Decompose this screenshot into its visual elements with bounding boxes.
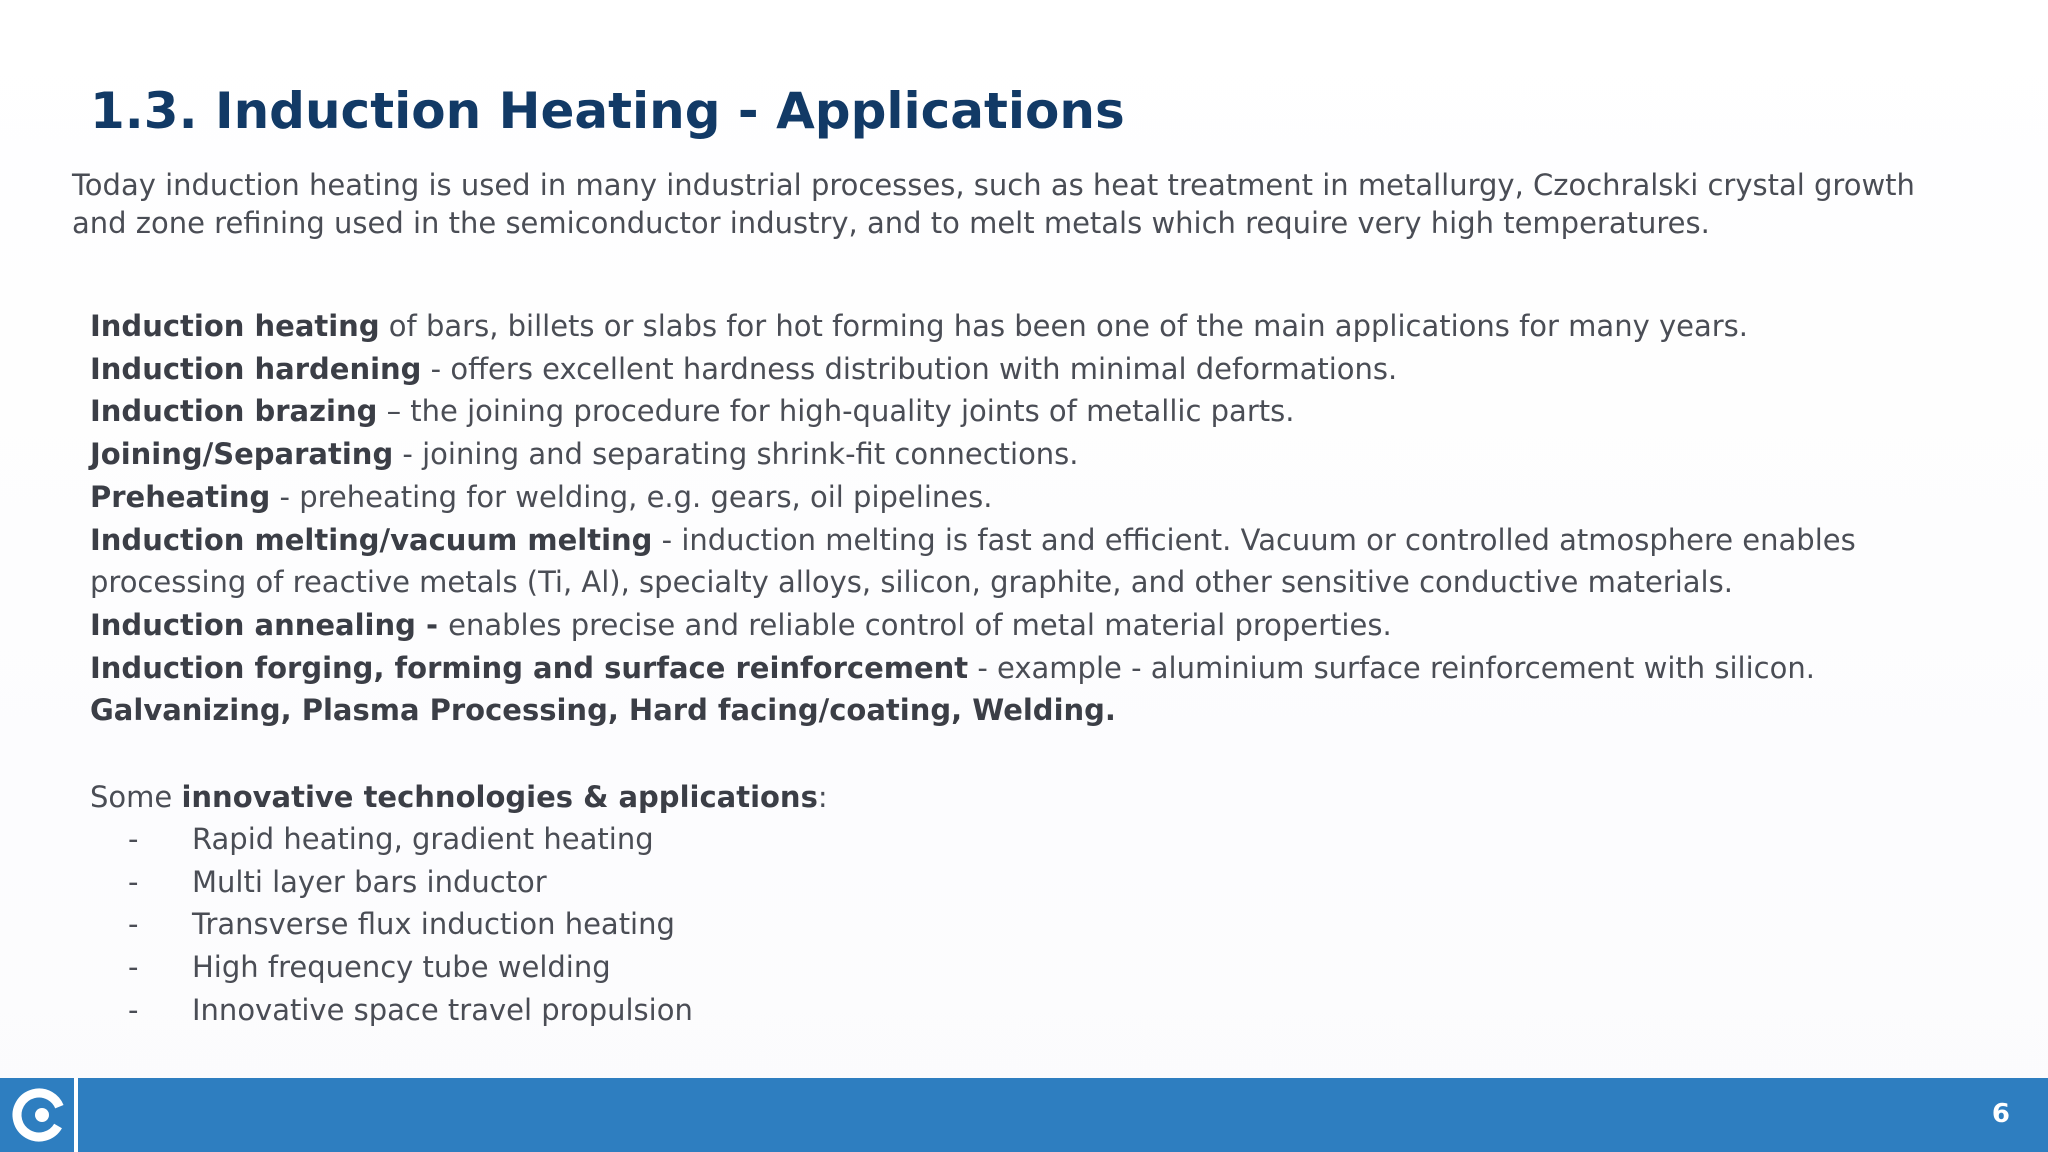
application-term: Joining/Separating <box>90 437 394 472</box>
bullet-dash: - <box>128 907 139 942</box>
application-item <box>90 476 1970 519</box>
application-term: Induction forging, forming and surface reinforcement <box>90 650 969 685</box>
application-term: Galvanizing, Plasma Processing, Hard facing/coating, Welding. <box>90 693 1116 728</box>
application-desc: - offers excellent hardness distribution with minimal deformations. <box>421 351 1398 386</box>
application-item <box>90 305 1970 348</box>
application-desc: - example - aluminium surface reinforcement with silicon. <box>968 650 1815 685</box>
company-logo-icon <box>9 1085 69 1145</box>
list-item-text: Multi layer bars inductor <box>192 864 547 899</box>
application-item <box>90 604 1970 647</box>
list-item <box>90 946 693 989</box>
innovative-bold: innovative technologies & applications <box>181 780 818 814</box>
application-item-continuation <box>90 561 1970 604</box>
application-term: Preheating <box>90 479 271 514</box>
list-item-text: Rapid heating, gradient heating <box>192 822 654 856</box>
bullet-dash: - <box>128 992 139 1027</box>
application-item <box>90 689 1970 732</box>
bullet-dash: - <box>128 950 139 985</box>
list-item <box>90 989 693 1032</box>
application-item <box>90 647 1970 690</box>
application-term: Induction heating <box>90 309 380 343</box>
list-item <box>90 903 693 946</box>
application-desc: – the joining procedure for high-quality joints of metallic parts. <box>377 394 1295 429</box>
list-item <box>90 861 693 904</box>
list-item-text: Transverse flux induction heating <box>192 907 675 942</box>
bullet-dash: - <box>128 822 139 856</box>
application-term: Induction brazing <box>90 394 378 429</box>
innovative-suffix: : <box>817 780 828 814</box>
application-term: Induction annealing - <box>90 607 449 642</box>
list-item-text: Innovative space travel propulsion <box>192 992 693 1027</box>
application-desc: - joining and separating shrink-fit connections. <box>393 437 1079 472</box>
intro-line: and zone refining used in the semiconductor industry, and to melt metals which require very high temperatures. <box>72 206 1710 240</box>
footer-bar <box>0 1078 2048 1152</box>
application-term: Induction hardening <box>90 351 422 386</box>
logo <box>4 1078 78 1152</box>
innovative-heading <box>90 776 828 819</box>
application-desc: of bars, billets or slabs for hot forming has been one of the main applications for many years. <box>379 309 1748 343</box>
page-number: 6 <box>1991 1099 2010 1129</box>
intro-paragraph <box>72 166 1972 242</box>
bullet-dash: - <box>128 864 139 899</box>
innovative-prefix: Some <box>90 780 182 814</box>
list-item-text: High frequency tube welding <box>192 950 611 985</box>
applications-list <box>90 305 1970 732</box>
application-desc: - induction melting is fast and efficient. Vacuum or controlled atmosphere enables <box>652 522 1856 557</box>
innovative-list <box>90 818 693 1032</box>
application-item <box>90 519 1970 562</box>
application-desc: enables precise and reliable control of metal material properties. <box>448 607 1392 642</box>
application-item <box>90 348 1970 391</box>
application-term: Induction melting/vacuum melting <box>90 522 653 557</box>
application-item <box>90 433 1970 476</box>
list-item <box>90 818 693 861</box>
application-item <box>90 390 1970 433</box>
application-desc: - preheating for welding, e.g. gears, oil pipelines. <box>270 479 993 514</box>
intro-line: Today induction heating is used in many industrial processes, such as heat treatment in metallurgy, Czochralski crystal growth <box>72 168 1915 202</box>
application-desc: processing of reactive metals (Ti, Al), specialty alloys, silicon, graphite, and other sensitive conductive materials. <box>90 565 1733 600</box>
slide-title: 1.3. Induction Heating - Applications <box>90 82 1125 140</box>
